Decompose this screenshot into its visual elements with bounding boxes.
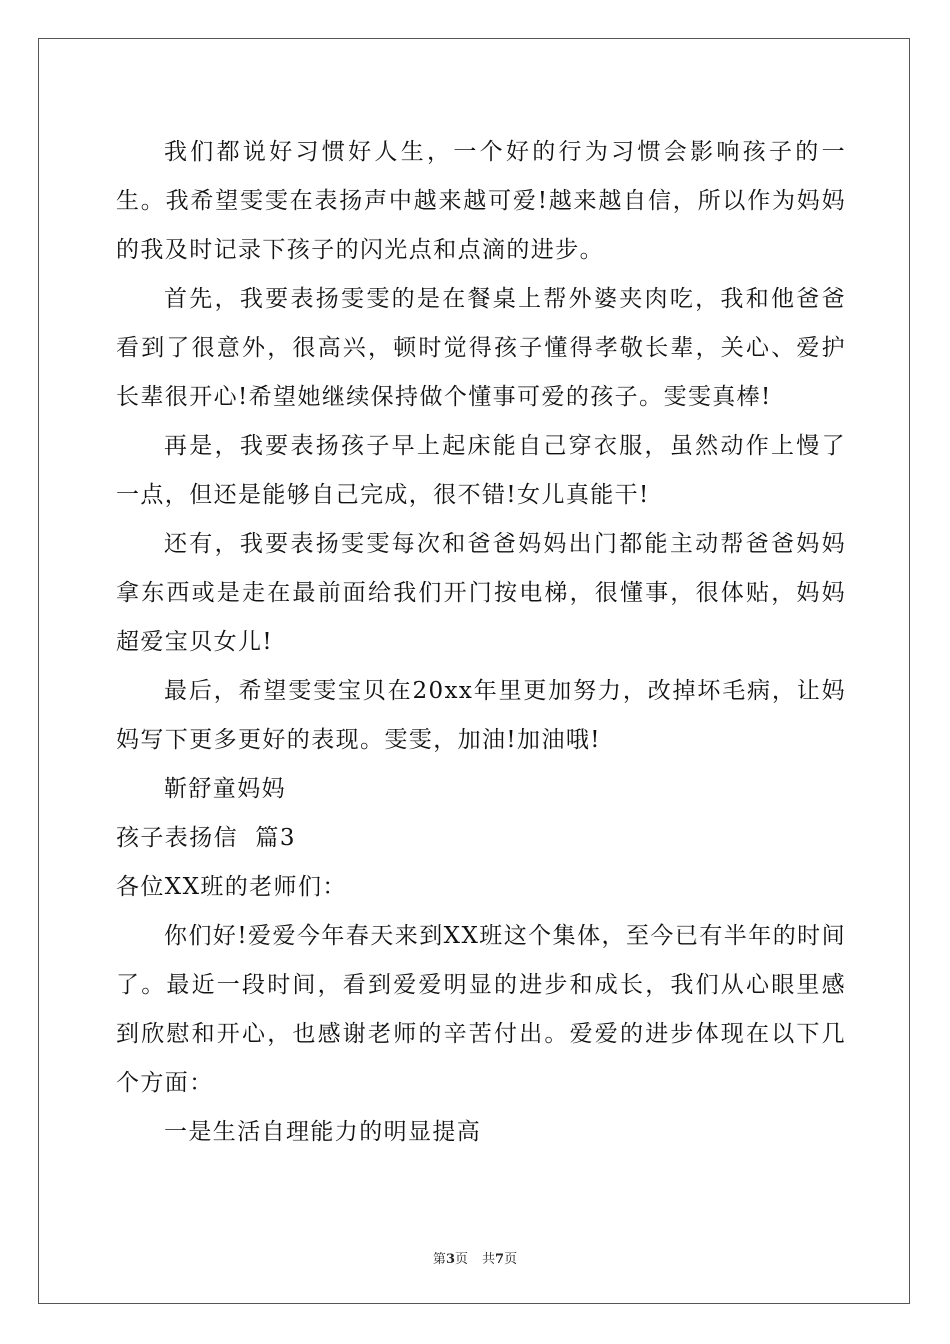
page-total-number: 7 (495, 1252, 505, 1267)
page-current-number: 3 (445, 1252, 455, 1267)
paragraph: 你们好!爱爱今年春天来到XX班这个集体，至今已有半年的时间了。最近一段时间，看到爱爱明显的进步和成长，我们从心眼里感到欣慰和开心，也感谢老师的辛苦付出。爱爱的进步体现在以下几个方面： (116, 923, 846, 1096)
total-prefix: 共 (482, 1252, 496, 1267)
document-body (116, 128, 846, 1157)
total-suffix: 页 (504, 1252, 518, 1267)
paragraph: 最后，希望雯雯宝贝在20xx年里更加努力，改掉坏毛病，让妈妈写下更多更好的表现。雯雯，加油!加油哦! (116, 678, 846, 753)
paragraph: 一是生活自理能力的明显提高 (164, 1119, 482, 1145)
paragraph: 再是，我要表扬孩子早上起床能自己穿衣服，虽然动作上慢了一点，但还是能够自己完成，很不错!女儿真能干! (116, 433, 846, 508)
signature-line: 靳舒童妈妈 (164, 776, 286, 802)
page-footer (0, 1248, 950, 1267)
paragraph: 我们都说好习惯好人生，一个好的行为习惯会影响孩子的一生。我希望雯雯在表扬声中越来越可爱!越来越自信，所以作为妈妈的我及时记录下孩子的闪光点和点滴的进步。 (116, 139, 846, 263)
page-suffix: 页 (454, 1252, 468, 1267)
section-heading: 孩子表扬信 篇3 (116, 825, 296, 851)
paragraph: 首先，我要表扬雯雯的是在餐桌上帮外婆夹肉吃，我和他爸爸看到了很意外，很高兴，顿时觉得孩子懂得孝敬长辈，关心、爱护长辈很开心!希望她继续保持做个懂事可爱的孩子。雯雯真棒! (116, 286, 846, 410)
salutation: 各位XX班的老师们： (116, 874, 347, 900)
page-prefix: 第 (432, 1252, 446, 1267)
paragraph: 还有，我要表扬雯雯每次和爸爸妈妈出门都能主动帮爸爸妈妈拿东西或是走在最前面给我们开门按电梯，很懂事，很体贴，妈妈超爱宝贝女儿! (116, 531, 846, 655)
